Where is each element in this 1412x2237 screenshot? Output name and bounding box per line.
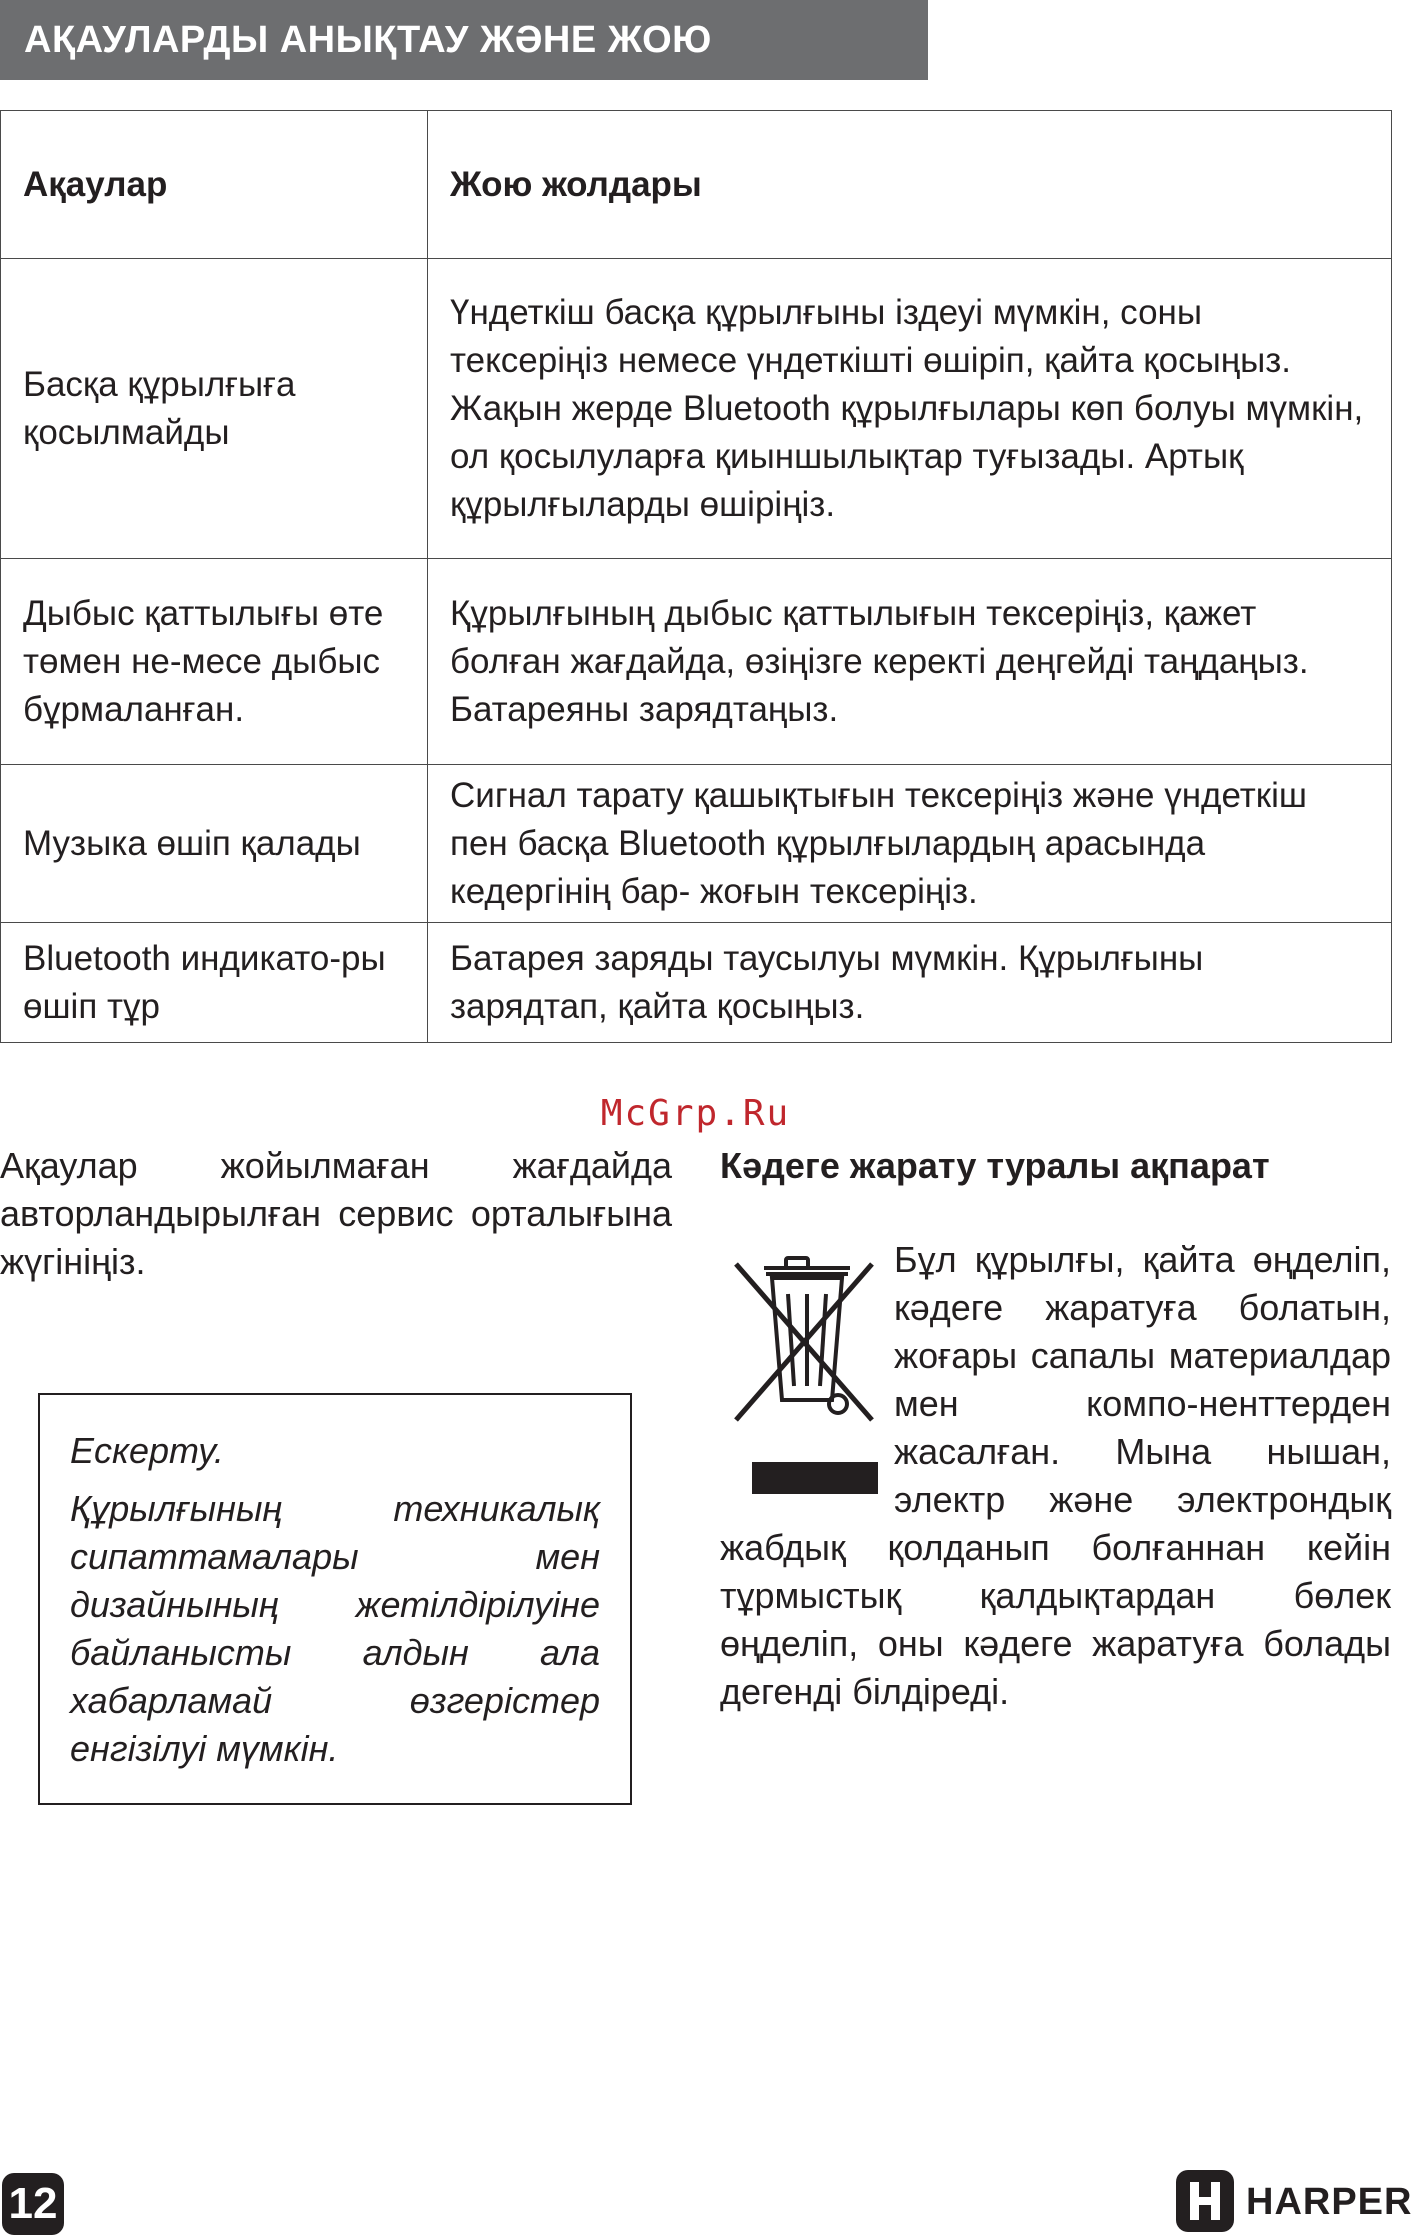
troubleshooting-table [0,110,1392,1043]
warning-text: Құрылғының техникалық сипаттамалары мен дизайнының жетілдірілуіне байланысты алдын ала хабарламай өзгерістер енгізілуі мүмкін. [70,1488,600,1769]
brand-logo [1176,2170,1412,2232]
recycling-title: Кәдеге жарату туралы ақпарат [720,1145,1270,1186]
column-header-solutions: Жою жолдары [428,111,1392,259]
section-title: АҚАУЛАРДЫ АНЫҚТАУ ЖӘНЕ ЖОЮ [0,0,928,80]
recycling-text: Бұл құрылғы, қайта өңделіп, кәдеге жаратуға болатын, жоғары сапалы материалдар мен компо-ненттерден жасалған. Мына нышан, электр және электрондық жабдық қолданып болғаннан кейін тұрмыстық қалдықтардан бөлек өңделіп, оны кәдеге жаратуға болады дегенді білдіреді. [720,1239,1391,1712]
solution-cell: Құрылғының дыбыс қаттылығын тексеріңіз, қажет болған жағдайда, өзіңізге керекті деңгейді таңдаңыз. Батареяны зарядтаңыз. [428,559,1392,765]
problem-cell: Дыбыс қаттылығы өте төмен не-месе дыбыс бұрмаланған. [1,559,428,765]
harper-logo-icon [1176,2170,1234,2232]
warning-box [38,1393,632,1805]
solution-cell: Үндеткіш басқа құрылғыны іздеуі мүмкін, соны тексеріңіз немесе үндеткішті өшіріп, қайта қосыңыз. Жақын жерде Bluetooth құрылғылары көп болуы мүмкін, ол қосылуларға қиыншылықтар туғызады. Артық құрылғыларды өшіріңіз. [428,259,1392,559]
page-number: 12 [2,2173,64,2235]
solution-cell: Батарея заряды таусылуы мүмкін. Құрылғыны зарядтап, қайта қосыңыз. [428,923,1392,1043]
watermark: McGrp.Ru [600,1093,791,1134]
table-row [1,765,1392,923]
service-center-note: Ақаулар жойылмаған жағдайда авторландырылған сервис орталығына жүгініңіз. [0,1145,672,1282]
table-row [1,923,1392,1043]
brand-name: HARPER [1246,2181,1412,2223]
problem-cell: Bluetooth индикато-ры өшіп тұр [1,923,428,1043]
column-header-problems: Ақаулар [1,111,428,259]
solution-cell: Сигнал тарату қашықтығын тексеріңіз және үндеткіш пен басқа Bluetooth құрылғылардың арасында кедергінің бар- жоғын тексеріңіз. [428,765,1392,923]
warning-title: Ескерту. [70,1430,224,1471]
table-header-row [1,111,1392,259]
table-row [1,259,1392,559]
table-row [1,559,1392,765]
problem-cell: Музыка өшіп қалады [1,765,428,923]
crossed-out-wheelie-bin-icon [730,1250,882,1498]
problem-cell: Басқа құрылғыға қосылмайды [1,259,428,559]
